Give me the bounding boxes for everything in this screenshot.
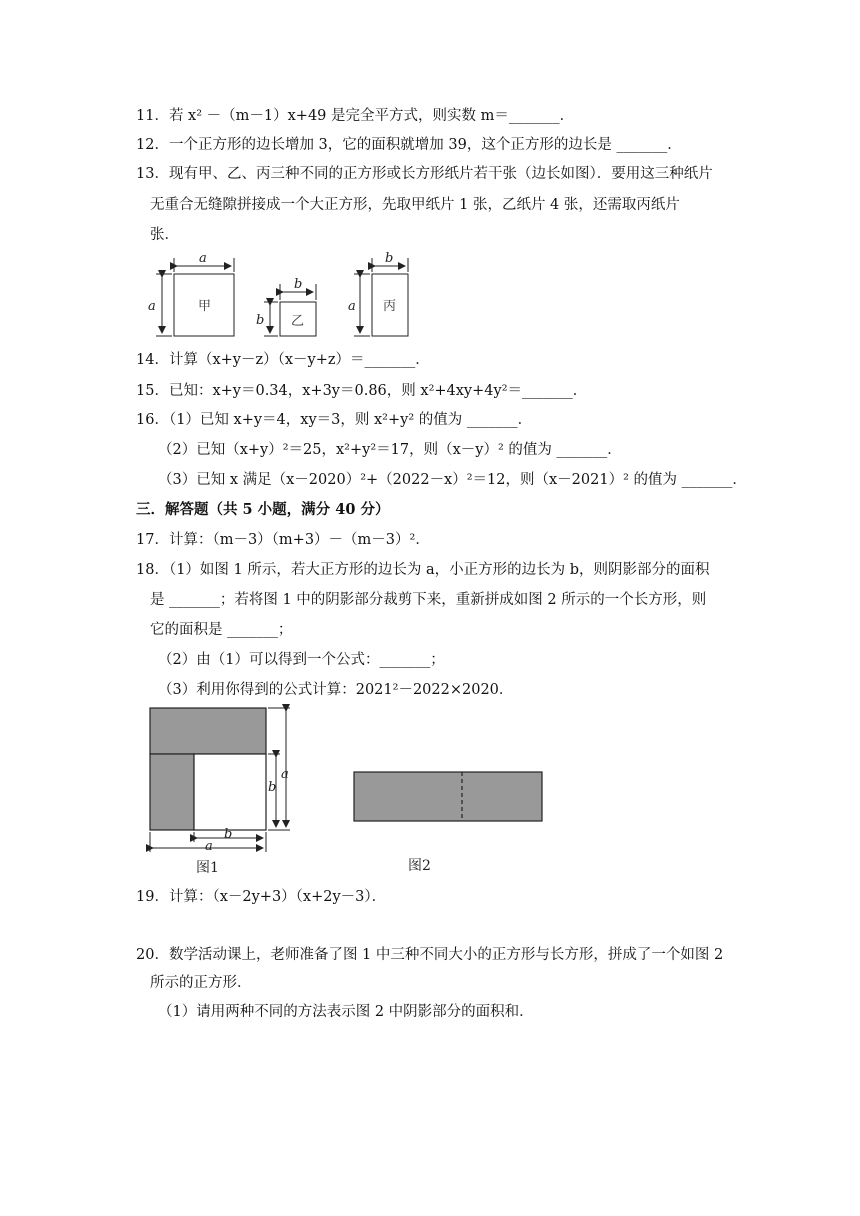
question-18-line2: 是 _______；若将图 1 中的阴影部分裁剪下来，重新拼成如图 2 所示的一个长方形，则 xyxy=(150,592,707,608)
question-20-part1: （1）请用两种不同的方法表示图 2 中阴影部分的面积和． xyxy=(158,1004,534,1020)
question-15: 15．已知：x+y＝0.34，x+3y＝0.86，则 x²+4xy+4y²＝_______． xyxy=(136,383,588,399)
fig13-label-b-left: b xyxy=(256,313,265,328)
figure-13-paper-pieces xyxy=(140,248,430,343)
question-18-part2: （2）由（1）可以得到一个公式：_______； xyxy=(158,652,445,668)
fig13-label-yi: 乙 xyxy=(291,314,305,329)
question-18-line3: 它的面积是 _______； xyxy=(150,622,293,638)
question-16-part1: 16．（1）已知 x+y＝4，xy＝3，则 x²+y² 的值为 _______． xyxy=(136,412,533,428)
fig13-label-jia: 甲 xyxy=(198,299,212,314)
question-13-line1: 13．现有甲、乙、丙三种不同的正方形或长方形纸片若干张（边长如图）．要用这三种纸片 xyxy=(136,166,713,182)
section-3-heading: 三．解答题（共 5 小题，满分 40 分） xyxy=(136,501,390,518)
question-16-part2: （2）已知（x+y）²＝25，x²+y²＝17，则（x－y）² 的值为 _______． xyxy=(158,442,622,458)
figure-18-squares xyxy=(140,700,560,880)
question-20-line1: 20．数学活动课上，老师准备了图 1 中三种不同大小的正方形与长方形，拼成了一个如图 2 xyxy=(136,947,724,963)
fig18-label-b-right: b xyxy=(268,780,277,795)
question-11: 11．若 x² －（m－1）x+49 是完全平方式，则实数 m＝_______． xyxy=(136,108,575,124)
question-19: 19．计算：（x－2y+3）（x+2y－3）． xyxy=(136,889,387,905)
fig18-caption-2: 图2 xyxy=(408,858,431,874)
question-13-line2: 无重合无缝隙拼接成一个大正方形，先取甲纸片 1 张，乙纸片 4 张，还需取丙纸片 xyxy=(150,197,680,213)
fig13-label-a-left: a xyxy=(148,299,156,314)
question-18-line1: 18．（1）如图 1 所示，若大正方形的边长为 a，小正方形的边长为 b，则阴影部分的面积 xyxy=(136,562,710,578)
question-14: 14．计算（x+y－z）（x－y+z）＝_______． xyxy=(136,352,430,368)
fig13-label-a-left2: a xyxy=(348,299,356,314)
question-16-part3: （3）已知 x 满足（x－2020）²+（2022－x）²＝12，则（x－2021）² 的值为 _______． xyxy=(158,472,747,488)
fig13-label-b-top: b xyxy=(294,277,303,292)
fig18-caption-1: 图1 xyxy=(196,860,219,876)
fig18-label-a-right: a xyxy=(281,767,289,782)
fig18-label-b-bottom: b xyxy=(224,827,233,842)
question-17: 17．计算：（m－3）（m+3）－（m－3）²． xyxy=(136,532,430,548)
question-13-line3: 张． xyxy=(150,227,179,243)
fig13-label-bing: 丙 xyxy=(383,299,397,314)
question-18-part3: （3）利用你得到的公式计算：2021²－2022×2020． xyxy=(158,682,514,698)
question-20-line2: 所示的正方形． xyxy=(150,975,252,991)
question-12: 12．一个正方形的边长增加 3，它的面积就增加 39，这个正方形的边长是 _______． xyxy=(136,137,682,153)
fig18-label-a-bottom: a xyxy=(205,839,213,854)
fig13-label-a-top: a xyxy=(199,251,207,266)
fig13-label-b-top2: b xyxy=(385,251,394,266)
